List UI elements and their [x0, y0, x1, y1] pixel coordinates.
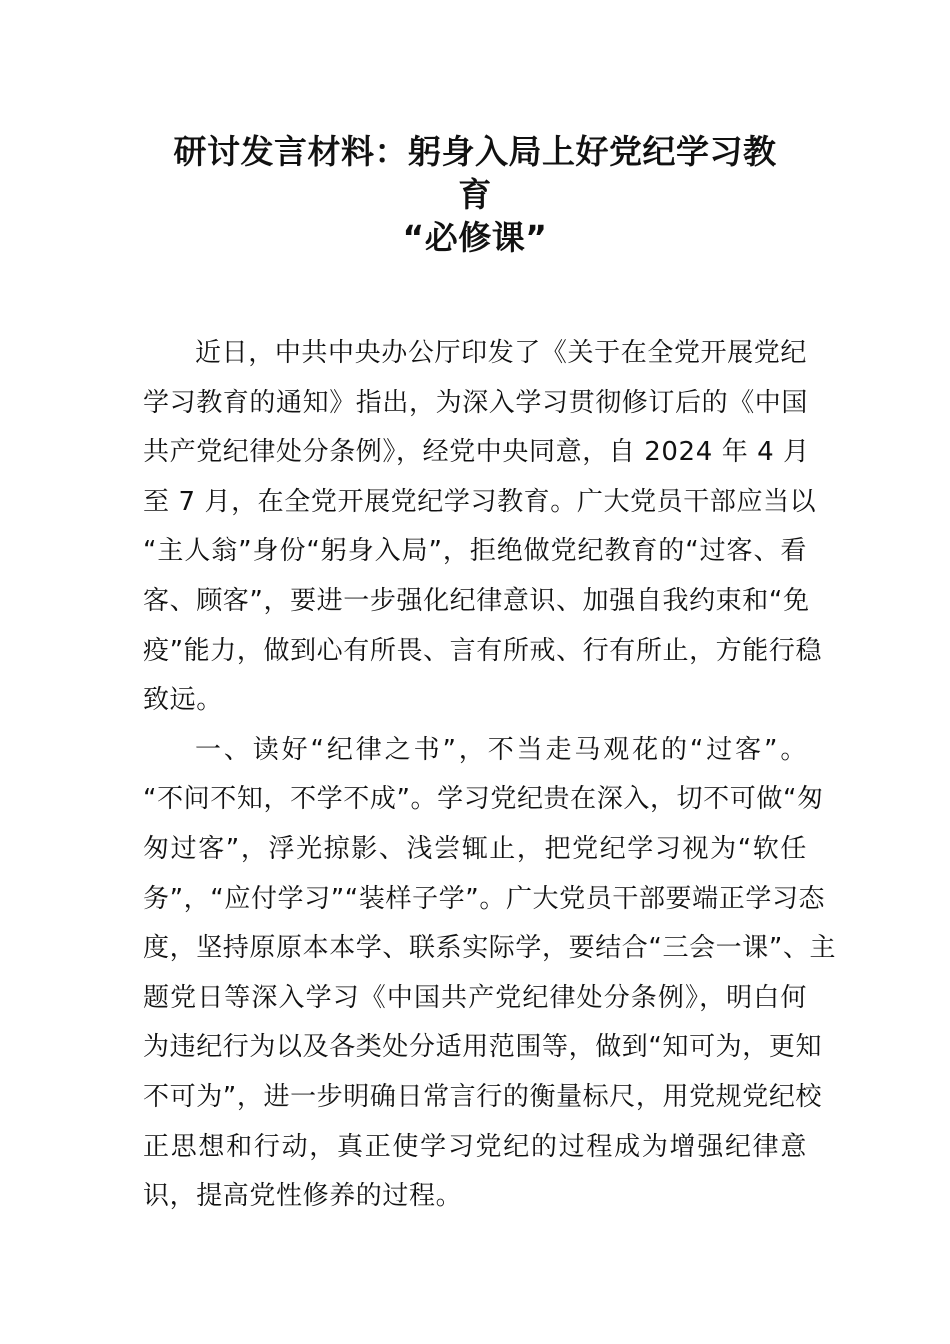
text-line: 近日，中共中央办公厅印发了《关于在全党开展党纪 [195, 338, 807, 368]
text-line: 度，坚持原原本本学、联系实际学，要结合“三会一课”、主 [143, 933, 837, 964]
text-line: 不可为”，进一步明确日常言行的衡量标尺，用党规党纪校 [143, 1081, 823, 1112]
text-line: “不问不知，不学不成”。学习党纪贵在深入，切不可做“匆 [143, 784, 824, 815]
text-line: 客、顾客”，要进一步强化纪律意识、加强自我约束和“免 [143, 585, 810, 616]
text-line: 共产党纪律处分条例》，经党中央同意，自 2024 年 4 月 [143, 437, 810, 468]
text-line: 至 7 月，在全党开展党纪学习教育。广大党员干部应当以 [143, 486, 817, 517]
paragraph-1 [143, 329, 823, 726]
text-line: 题党日等深入学习《中国共产党纪律处分条例》，明白何 [143, 982, 807, 1013]
title-line: 研讨发言材料：躬身入局上好党纪学习教 [173, 132, 777, 171]
title-line: “必修课” [402, 218, 548, 257]
text-line: 识，提高党性修养的过程。 [143, 1181, 463, 1212]
text-line: 学习教育的通知》指出，为深入学习贯彻修订后的《中国 [143, 387, 809, 418]
text-line: 务”，“应付学习”“装样子学”。广大党员干部要端正学习态 [143, 883, 826, 914]
text-line: 正思想和行动，真正使学习党纪的过程成为增强纪律意 [143, 1131, 807, 1162]
paragraph-2 [143, 726, 837, 1222]
text-line: 为违纪行为以及各类处分适用范围等，做到“知可为，更知 [143, 1032, 823, 1063]
text-line: 疫”能力，做到心有所畏、言有所戒、行有所止，方能行稳 [143, 635, 823, 666]
text-line: 匆过客”，浮光掠影、浅尝辄止，把党纪学习视为“软任 [143, 833, 807, 864]
text-line: “主人翁”身份“躬身入局”，拒绝做党纪教育的“过客、看 [143, 536, 807, 567]
text-line: 一、读好“纪律之书”，不当走马观花的“过客”。 [195, 734, 807, 765]
document-title [140, 130, 810, 259]
document-body [143, 329, 837, 1222]
text-line: 致远。 [143, 685, 223, 716]
title-line: 育 [458, 175, 492, 214]
